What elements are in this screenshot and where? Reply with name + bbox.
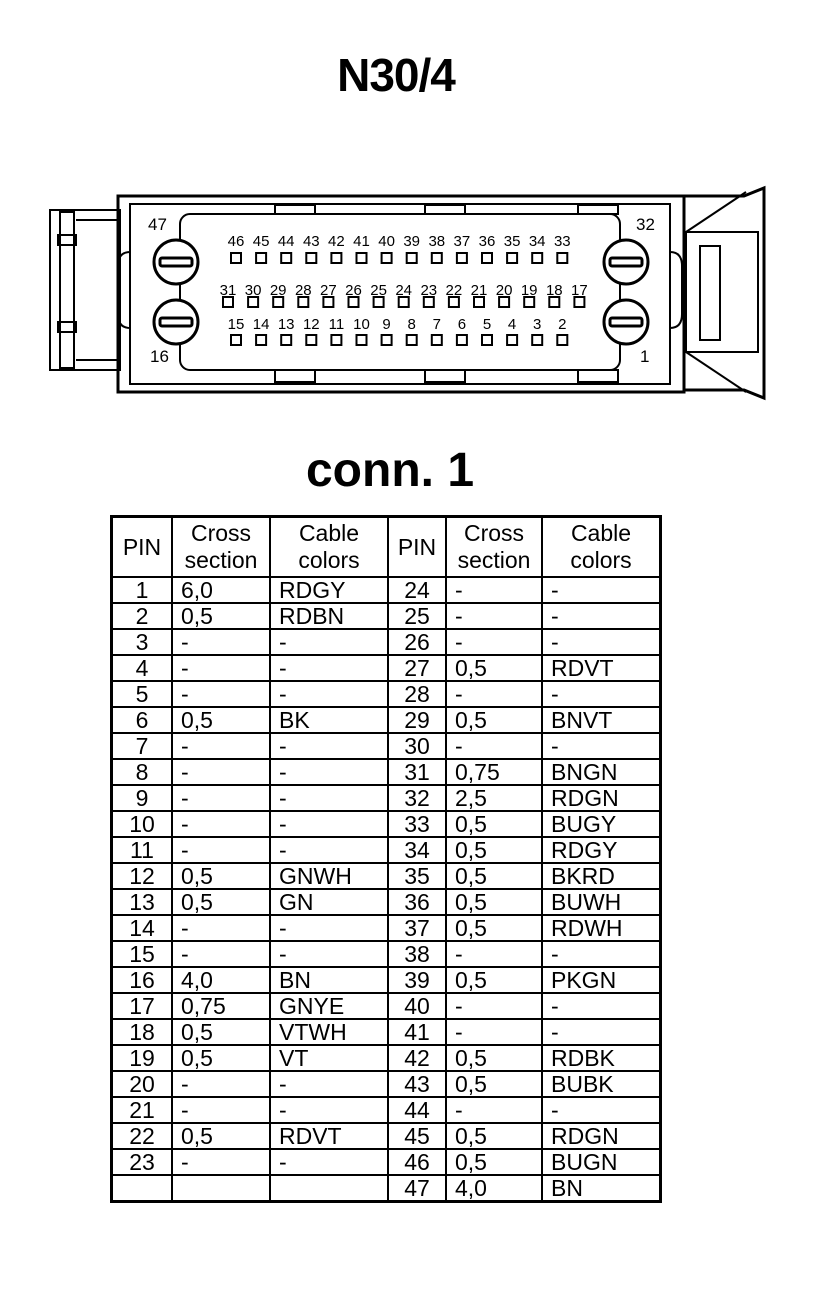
table-row: [112, 577, 661, 603]
cross-section-cell: 0,75: [172, 993, 270, 1019]
pin-cell: 40: [388, 993, 446, 1019]
cross-section-cell: 0,5: [446, 1149, 542, 1175]
pin-number-label: 40: [378, 233, 395, 250]
cable-color-cell: GN: [270, 889, 388, 915]
pin-cell: 43: [388, 1071, 446, 1097]
cross-section-cell: 0,5: [172, 603, 270, 629]
table-row: [112, 785, 661, 811]
cross-section-cell: 2,5: [446, 785, 542, 811]
cross-section-cell: 0,5: [446, 1123, 542, 1149]
table-row: [112, 1045, 661, 1071]
pin-cell: 47: [388, 1175, 446, 1202]
table-row: [112, 941, 661, 967]
pin-cell: 32: [388, 785, 446, 811]
header-cross-line2: section: [184, 547, 258, 573]
cross-section-cell: 0,5: [446, 889, 542, 915]
cable-color-cell: -: [270, 941, 388, 967]
pin-cell: 27: [388, 655, 446, 681]
right-latch: [684, 188, 764, 398]
pin-number-label: 39: [403, 233, 421, 250]
cable-color-cell: VTWH: [270, 1019, 388, 1045]
pin-cell: 38: [388, 941, 446, 967]
pin-table: [110, 515, 662, 1203]
cable-color-cell: -: [542, 603, 661, 629]
pin-socket: [231, 335, 241, 345]
cross-section-cell: 0,5: [446, 967, 542, 993]
pin-socket: [557, 335, 567, 345]
pin-number-label: 27: [320, 282, 337, 299]
header-cross-line2: section: [457, 547, 531, 573]
pin-socket: [507, 253, 517, 263]
pin-cell: 23: [112, 1149, 173, 1175]
pin-number-label: 45: [252, 233, 270, 250]
left-latch: [50, 210, 120, 370]
cable-color-cell: GNYE: [270, 993, 388, 1019]
header-cable-line2: colors: [570, 547, 632, 573]
cross-section-cell: 0,75: [446, 759, 542, 785]
pin-cell: 12: [112, 863, 173, 889]
pin-number-label: 34: [528, 233, 546, 250]
cross-section-cell: 0,5: [446, 1071, 542, 1097]
pin-cell: 7: [112, 733, 173, 759]
cable-color-cell: -: [270, 1149, 388, 1175]
connector-label: conn. 1: [305, 444, 475, 497]
cross-section-cell: -: [446, 941, 542, 967]
cross-section-cell: 0,5: [172, 1123, 270, 1149]
pin-number-label: 9: [382, 316, 391, 333]
cable-color-cell: -: [542, 733, 661, 759]
cross-section-cell: -: [446, 993, 542, 1019]
pin-socket: [256, 335, 266, 345]
pin-cell: 31: [388, 759, 446, 785]
cable-color-cell: -: [270, 655, 388, 681]
cross-section-cell: 0,5: [172, 889, 270, 915]
table-row: [112, 1097, 661, 1123]
table-row: [112, 603, 661, 629]
cable-color-cell: -: [270, 681, 388, 707]
pin-number-label: 29: [269, 282, 287, 299]
pin-cell: 36: [388, 889, 446, 915]
table-row: [112, 629, 661, 655]
pin-number-label: 22: [445, 282, 463, 299]
cable-color-cell: BNVT: [542, 707, 661, 733]
cross-section-cell: -: [172, 1149, 270, 1175]
pin-socket: [507, 335, 517, 345]
pin-cell: 13: [112, 889, 173, 915]
table-row: [112, 1149, 661, 1175]
cross-section-cell: -: [446, 733, 542, 759]
pin-number-label: 28: [294, 282, 312, 299]
pin-number-label: 17: [571, 282, 588, 299]
pin-socket: [357, 335, 367, 345]
pin-cell: 17: [112, 993, 173, 1019]
pin-number-label: 19: [520, 282, 538, 299]
cross-section-cell: -: [172, 785, 270, 811]
pin-socket: [331, 253, 341, 263]
pin-cell: 45: [388, 1123, 446, 1149]
pin-number-label: 15: [227, 316, 245, 333]
header-cable-line2: colors: [298, 547, 360, 573]
cable-color-cell: RDVT: [542, 655, 661, 681]
cable-color-cell: -: [270, 1097, 388, 1123]
pin-socket: [281, 253, 291, 263]
cross-section-cell: -: [172, 629, 270, 655]
pin-cell: 10: [112, 811, 173, 837]
cable-color-cell: -: [542, 1019, 661, 1045]
pin-socket: [407, 335, 417, 345]
cross-section-cell: -: [446, 577, 542, 603]
header-cable-colors-2: [542, 517, 661, 578]
cable-color-cell: BUBK: [542, 1071, 661, 1097]
pin-cell: 44: [388, 1097, 446, 1123]
header-pin-2: PIN: [388, 517, 446, 578]
cross-section-cell: -: [172, 759, 270, 785]
table-row: [112, 889, 661, 915]
pin-socket: [407, 253, 417, 263]
cable-color-cell: [270, 1175, 388, 1202]
pin-cell: 33: [388, 811, 446, 837]
pin-number-label: 31: [219, 282, 237, 299]
pin-cell: 5: [112, 681, 173, 707]
pin-cell: 26: [388, 629, 446, 655]
table-row: [112, 1019, 661, 1045]
table-row: [112, 759, 661, 785]
pin-socket: [382, 335, 392, 345]
cable-color-cell: -: [542, 993, 661, 1019]
pin-number-label: 33: [553, 233, 571, 250]
cross-section-cell: -: [172, 1071, 270, 1097]
cable-color-cell: -: [270, 759, 388, 785]
pin-socket: [256, 253, 266, 263]
pin-cell: 15: [112, 941, 173, 967]
pin-socket: [482, 335, 492, 345]
cable-color-cell: RDBK: [542, 1045, 661, 1071]
pin-socket: [482, 253, 492, 263]
cross-section-cell: 4,0: [446, 1175, 542, 1202]
pin-cell: 21: [112, 1097, 173, 1123]
pin-number-label: 4: [507, 316, 517, 333]
cross-section-cell: -: [172, 681, 270, 707]
pin-cell: 28: [388, 681, 446, 707]
cross-section-cell: -: [172, 811, 270, 837]
cross-section-cell: [172, 1175, 270, 1202]
corner-label-47: 47: [148, 215, 167, 234]
cable-color-cell: BK: [270, 707, 388, 733]
pin-number-label: 43: [302, 233, 320, 250]
pin-number-label: 2: [558, 316, 567, 333]
pin-socket: [457, 335, 467, 345]
cable-color-cell: -: [270, 785, 388, 811]
pin-socket: [557, 253, 567, 263]
header-cross-line1: Cross: [463, 520, 525, 546]
pin-socket: [457, 253, 467, 263]
pin-cell: 30: [388, 733, 446, 759]
cross-section-cell: -: [446, 603, 542, 629]
table-row: [112, 655, 661, 681]
pin-number-label: 25: [370, 282, 387, 299]
pin-cell: 19: [112, 1045, 173, 1071]
pin-number-label: 11: [328, 316, 345, 333]
pin-cell: [112, 1175, 173, 1202]
cable-color-cell: -: [542, 629, 661, 655]
cross-section-cell: 0,5: [172, 1045, 270, 1071]
pin-cell: 39: [388, 967, 446, 993]
cable-color-cell: RDGN: [542, 785, 661, 811]
pin-cell: 6: [112, 707, 173, 733]
cross-section-cell: 0,5: [172, 863, 270, 889]
pin-cell: 16: [112, 967, 173, 993]
cable-color-cell: -: [542, 941, 661, 967]
pin-cell: 29: [388, 707, 446, 733]
cable-color-cell: -: [270, 1071, 388, 1097]
cable-color-cell: -: [270, 837, 388, 863]
cross-section-cell: 0,5: [446, 837, 542, 863]
header-cable-line1: Cable: [298, 520, 360, 546]
cable-color-cell: VT: [270, 1045, 388, 1071]
pin-cell: 18: [112, 1019, 173, 1045]
cable-color-cell: BKRD: [542, 863, 661, 889]
cable-color-cell: BN: [542, 1175, 661, 1202]
table-row: [112, 681, 661, 707]
pin-number-label: 10: [353, 316, 370, 333]
pin-number-label: 36: [478, 233, 496, 250]
pin-number-label: 42: [328, 233, 345, 250]
pin-number-label: 18: [545, 282, 563, 299]
cable-color-cell: BUGY: [542, 811, 661, 837]
cable-color-cell: RDGY: [270, 577, 388, 603]
connector-diagram: [0, 180, 832, 420]
cable-color-cell: -: [542, 577, 661, 603]
table-row: [112, 967, 661, 993]
pin-cell: 20: [112, 1071, 173, 1097]
cable-color-cell: RDVT: [270, 1123, 388, 1149]
pin-number-label: 30: [244, 282, 262, 299]
cable-color-cell: -: [270, 811, 388, 837]
pin-number-label: 23: [420, 282, 438, 299]
pin-number-label: 41: [353, 233, 370, 250]
pin-socket: [432, 253, 442, 263]
pin-number-label: 5: [482, 316, 492, 333]
table-row: [112, 1175, 661, 1202]
pin-cell: 34: [388, 837, 446, 863]
cross-section-cell: -: [446, 629, 542, 655]
pin-number-label: 37: [453, 233, 471, 250]
header-pin: PIN: [112, 517, 173, 578]
table-row: [112, 733, 661, 759]
cross-section-cell: -: [446, 1019, 542, 1045]
cable-color-cell: BUGN: [542, 1149, 661, 1175]
header-cable-colors: [270, 517, 388, 578]
pin-number-label: 21: [470, 282, 488, 299]
table-row: [112, 707, 661, 733]
cross-section-cell: -: [172, 733, 270, 759]
cable-color-cell: -: [542, 681, 661, 707]
table-row: [112, 811, 661, 837]
cable-color-cell: BNGN: [542, 759, 661, 785]
header-cross-section-2: [446, 517, 542, 578]
pin-cell: 24: [388, 577, 446, 603]
cross-section-cell: 0,5: [446, 863, 542, 889]
pin-cell: 8: [112, 759, 173, 785]
pin-cell: 41: [388, 1019, 446, 1045]
table-row: [112, 1123, 661, 1149]
pin-number-label: 20: [495, 282, 513, 299]
page-title: N30/4: [337, 49, 455, 101]
pin-cell: 22: [112, 1123, 173, 1149]
pin-number-label: 6: [457, 316, 467, 333]
cable-color-cell: RDBN: [270, 603, 388, 629]
pin-cell: 1: [112, 577, 173, 603]
cable-color-cell: -: [270, 733, 388, 759]
cross-section-cell: 0,5: [172, 707, 270, 733]
cross-section-cell: -: [172, 655, 270, 681]
cable-color-cell: PKGN: [542, 967, 661, 993]
cross-section-cell: -: [172, 915, 270, 941]
table-header-row: [112, 517, 661, 578]
pin-number-label: 46: [227, 233, 245, 250]
pin-socket: [306, 253, 316, 263]
cross-section-cell: 0,5: [446, 811, 542, 837]
pin-number-label: 44: [277, 233, 295, 250]
pin-cell: 35: [388, 863, 446, 889]
cross-section-cell: -: [172, 837, 270, 863]
cross-section-cell: 0,5: [446, 655, 542, 681]
pin-socket: [382, 253, 392, 263]
cable-color-cell: RDGY: [542, 837, 661, 863]
cable-color-cell: RDGN: [542, 1123, 661, 1149]
pin-socket: [532, 335, 542, 345]
pin-socket: [281, 335, 291, 345]
cross-section-cell: -: [446, 681, 542, 707]
table-row: [112, 993, 661, 1019]
cross-section-cell: 4,0: [172, 967, 270, 993]
cable-color-cell: GNWH: [270, 863, 388, 889]
table-row: [112, 863, 661, 889]
pin-cell: 4: [112, 655, 173, 681]
cable-color-cell: RDWH: [542, 915, 661, 941]
pin-cell: 37: [388, 915, 446, 941]
cross-section-cell: -: [446, 1097, 542, 1123]
cross-section-cell: 0,5: [446, 707, 542, 733]
cable-color-cell: -: [542, 1097, 661, 1123]
header-cable-line1: Cable: [570, 520, 632, 546]
corner-label-32: 32: [636, 215, 655, 234]
pin-socket: [357, 253, 367, 263]
pin-socket: [231, 253, 241, 263]
pin-cell: 3: [112, 629, 173, 655]
pin-number-label: 12: [302, 316, 320, 333]
pin-cell: 25: [388, 603, 446, 629]
pin-number-label: 24: [395, 282, 413, 299]
pin-cell: 14: [112, 915, 173, 941]
cable-color-cell: BN: [270, 967, 388, 993]
pin-number-label: 3: [533, 316, 542, 333]
pin-cell: 46: [388, 1149, 446, 1175]
cross-section-cell: 0,5: [446, 915, 542, 941]
cable-color-cell: BUWH: [542, 889, 661, 915]
cable-color-cell: -: [270, 915, 388, 941]
table-row: [112, 837, 661, 863]
pin-cell: 42: [388, 1045, 446, 1071]
pin-number-label: 14: [252, 316, 270, 333]
pin-cell: 2: [112, 603, 173, 629]
pin-number-label: 7: [432, 316, 441, 333]
pin-number-label: 35: [503, 233, 521, 250]
pin-socket: [306, 335, 316, 345]
table-row: [112, 915, 661, 941]
cross-section-cell: 0,5: [172, 1019, 270, 1045]
header-cross-section: [172, 517, 270, 578]
pin-number-label: 26: [345, 282, 362, 299]
corner-label-16: 16: [150, 347, 169, 366]
pin-number-label: 38: [428, 233, 446, 250]
cross-section-cell: 0,5: [446, 1045, 542, 1071]
pin-socket: [331, 335, 341, 345]
cross-section-cell: -: [172, 941, 270, 967]
cable-color-cell: -: [270, 629, 388, 655]
pin-cell: 11: [112, 837, 173, 863]
pin-number-label: 8: [407, 316, 416, 333]
cross-section-cell: -: [172, 1097, 270, 1123]
pin-socket: [532, 253, 542, 263]
pin-labels: [220, 233, 588, 333]
pin-number-label: 13: [277, 316, 295, 333]
corner-label-1: 1: [640, 347, 650, 366]
table-row: [112, 1071, 661, 1097]
header-cross-line1: Cross: [190, 520, 252, 546]
pin-socket: [432, 335, 442, 345]
cross-section-cell: 6,0: [172, 577, 270, 603]
pin-cell: 9: [112, 785, 173, 811]
